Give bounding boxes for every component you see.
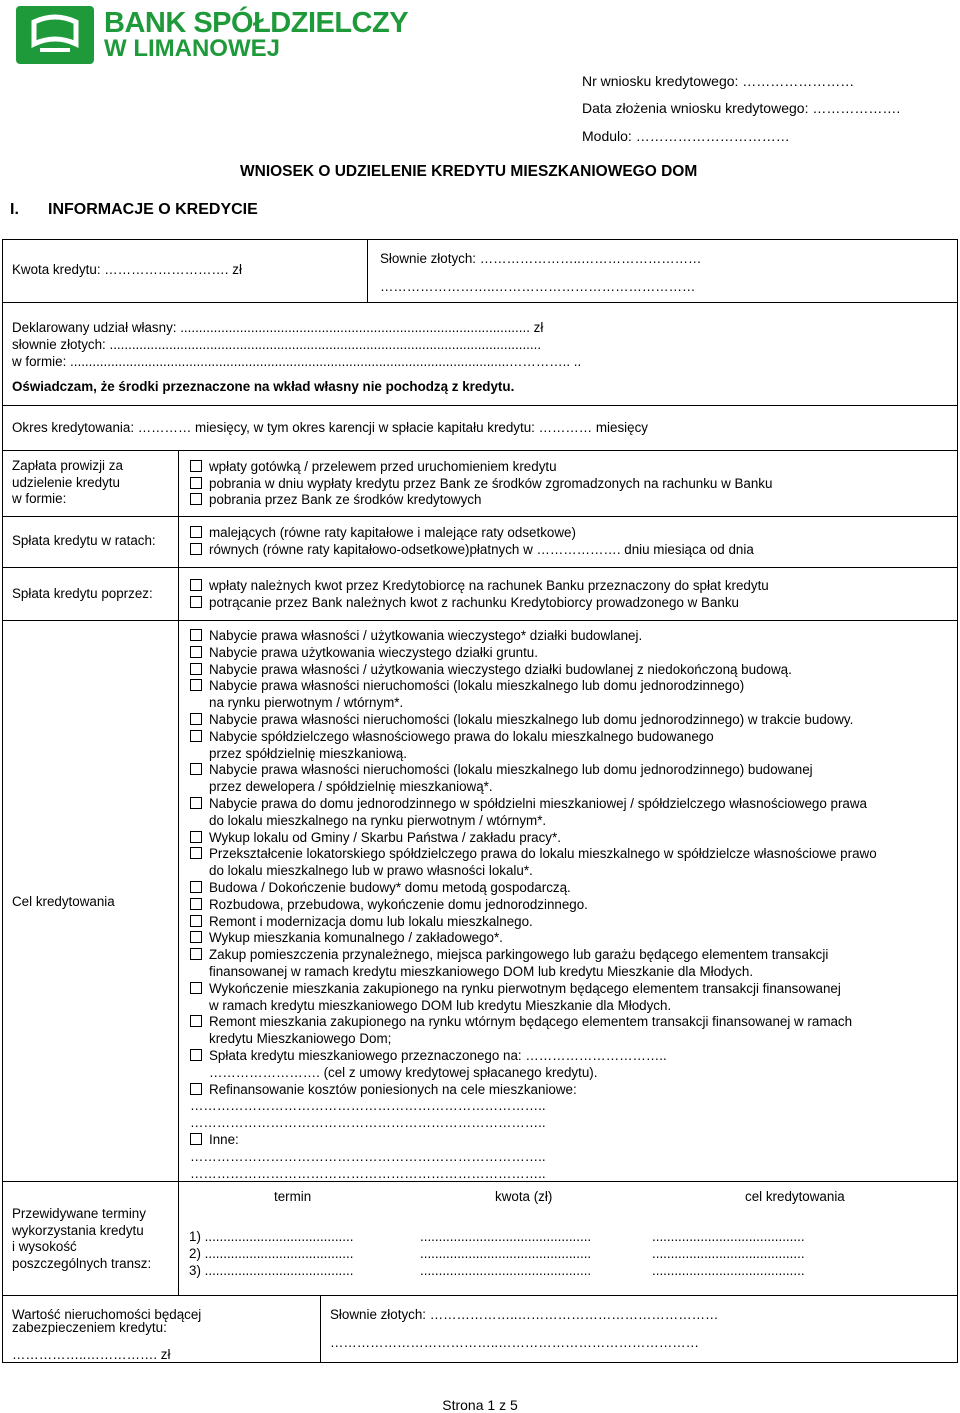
purpose-line[interactable] — [190, 762, 813, 779]
checkbox-icon[interactable] — [190, 1133, 202, 1145]
installment-option[interactable]: malejących (równe raty kapitałowe i malejące raty odsetkowe) — [190, 525, 576, 542]
purpose-text: Przekształcenie lokatorskiego spółdzielczego prawa do lokalu mieszkalnego w spółdzielcze własnościowe prawo — [209, 846, 877, 862]
collateral-label-1: Wartość nieruchomości będącej — [12, 1307, 202, 1322]
repayment-option[interactable]: potrącanie przez Bank należnych kwot z rachunku Kredytobiorcy prowadzonego w Banku — [190, 595, 739, 612]
purpose-text: Remont i modernizacja domu lub lokalu mieszkalnego. — [209, 913, 533, 929]
purpose-line[interactable] — [190, 897, 588, 914]
checkbox-icon[interactable] — [190, 679, 202, 691]
section-heading — [10, 201, 258, 219]
purpose-line — [209, 813, 546, 830]
logo-emblem-icon — [16, 6, 94, 64]
purpose-text: finansowanej w ramach kredytu mieszkaniowego DOM lub kredytu Mieszkanie dla Młodych. — [209, 964, 754, 979]
checkbox-icon[interactable] — [190, 477, 202, 489]
purpose-line[interactable] — [190, 662, 792, 679]
purpose-text: Wykup mieszkania komunalnego / zakładowego*. — [209, 930, 503, 946]
collateral-words-2[interactable]: ………………………………..……………………………………… — [330, 1335, 699, 1350]
checkbox-icon[interactable] — [190, 1049, 202, 1061]
page-number: Strona 1 z 5 — [442, 1397, 518, 1413]
checkbox-icon[interactable] — [190, 526, 202, 538]
checkbox-icon[interactable] — [190, 579, 202, 591]
checkbox-icon[interactable] — [190, 713, 202, 725]
tranche-purpose-field[interactable]: ......................................... — [652, 1245, 805, 1261]
purpose-text: ……………………. (cel z umowy kredytowej spłacanego kredytu). — [209, 1064, 598, 1080]
installments-label: Spłata kredytu w ratach: — [12, 533, 156, 548]
purpose-line[interactable] — [190, 1115, 546, 1132]
purpose-line[interactable] — [190, 628, 642, 645]
purpose-line[interactable] — [190, 712, 853, 729]
purpose-text: Inne: — [209, 1132, 239, 1147]
purpose-text: …………………………………………………………………….. — [190, 1165, 546, 1181]
commission-label-3: w formie: — [12, 491, 67, 506]
loan-amount-words-1[interactable]: Słownie złotych: …………………..……………………… — [380, 251, 702, 266]
document-title: WNIOSEK O UDZIELENIE KREDYTU MIESZKANIOWEGO DOM — [240, 163, 698, 180]
purpose-line — [209, 695, 403, 712]
checkbox-icon[interactable] — [190, 1015, 202, 1027]
tranche-amount-field[interactable]: .............................................. — [420, 1229, 592, 1244]
tranches-label-4: poszczególnych transz: — [12, 1256, 152, 1271]
purpose-text: Rozbudowa, przebudowa, wykończenie domu jednorodzinnego. — [209, 896, 588, 912]
purpose-text: …………………………………………………………………….. — [190, 1098, 546, 1114]
purpose-line[interactable] — [190, 796, 867, 813]
commission-label-2: udzielenie kredytu — [12, 475, 120, 490]
purpose-text: …………………………………………………………………….. — [190, 1148, 546, 1164]
purpose-line[interactable] — [190, 930, 503, 947]
checkbox-icon[interactable] — [190, 831, 202, 843]
tranche-amount-field[interactable]: .............................................. — [420, 1262, 592, 1278]
tranche-date-field[interactable]: 2) ........................................ — [189, 1245, 354, 1261]
loan-amount-field[interactable]: Kwota kredytu: ………………………. zł — [12, 262, 242, 277]
purpose-text: Spłata kredytu mieszkaniowego przeznaczonego na: ………………………….. — [209, 1048, 667, 1063]
purpose-line[interactable] — [190, 678, 744, 695]
checkbox-icon[interactable] — [190, 881, 202, 893]
purpose-text: Nabycie prawa własności / użytkowania wieczystego działki budowlanej z niedokończoną budową. — [209, 661, 792, 677]
tranche-header-purpose: cel kredytowania — [745, 1189, 845, 1204]
purpose-text: Budowa / Dokończenie budowy* domu metodą gospodarczą. — [209, 880, 571, 895]
purpose-text: Wykup lokalu od Gminy / Skarbu Państwa / zakładu pracy*. — [209, 829, 561, 845]
tranche-purpose-field[interactable]: ......................................... — [652, 1262, 805, 1278]
purpose-text: Zakup pomieszczenia przynależnego, miejsca parkingowego lub garażu będącego elementem transakcji — [209, 947, 829, 963]
own-contribution-statement: Oświadczam, że środki przeznaczone na wkład własny nie pochodzą z kredytu. — [12, 379, 515, 394]
repayment-method-label: Spłata kredytu poprzez: — [12, 586, 153, 601]
purpose-line[interactable] — [190, 1132, 239, 1149]
checkbox-icon[interactable] — [190, 1083, 202, 1095]
bank-logo — [16, 6, 409, 64]
checkbox-icon[interactable] — [190, 629, 202, 641]
purpose-line[interactable] — [190, 1149, 546, 1166]
collateral-label-2: zabezpieczeniem kredytu: — [12, 1320, 167, 1335]
purpose-text: Refinansowanie kosztów poniesionych na cele mieszkaniowe: — [209, 1081, 577, 1097]
purpose-text: Remont mieszkania zakupionego na rynku wtórnym będącego elementem transakcji finansowanej w ramach — [209, 1014, 853, 1030]
checkbox-icon[interactable] — [190, 663, 202, 675]
commission-option[interactable]: wpłaty gotówką / przelewem przed uruchomieniem kredytu — [190, 459, 557, 476]
collateral-words-1[interactable]: Słownie złotych: ………………..……………………………………… — [330, 1307, 719, 1322]
checkbox-icon[interactable] — [190, 730, 202, 742]
purpose-text: Nabycie prawa własności nieruchomości (lokalu mieszkalnego lub domu jednorodzinnego) w trakcie budowy. — [209, 712, 854, 727]
purpose-text: Wykończenie mieszkania zakupionego na rynku pierwotnym będącego elementem transakcji finansowanej — [209, 980, 841, 996]
purpose-text: w ramach kredytu mieszkaniowego DOM lub kredytu Mieszkanie dla Młodych. — [209, 997, 672, 1013]
loan-purpose-label: Cel kredytowania — [12, 894, 115, 909]
purpose-line — [209, 1031, 391, 1048]
purpose-text: przez dewelopera / spółdzielnię mieszkaniową*. — [209, 779, 493, 795]
checkbox-icon[interactable] — [190, 982, 202, 994]
commission-option[interactable]: pobrania w dniu wypłaty kredytu przez Bank ze środków zgromadzonych na rachunku w Banku — [190, 476, 772, 493]
purpose-text: do lokalu mieszkalnego na rynku pierwotnym / wtórnym*. — [209, 812, 547, 828]
purpose-text: do lokalu mieszkalnego lub w prawo własności lokalu*. — [209, 863, 533, 879]
purpose-line[interactable] — [190, 880, 571, 897]
purpose-line[interactable] — [190, 1082, 577, 1099]
application-number: Nr wniosku kredytowego: …………………… — [582, 73, 855, 89]
purpose-text: Nabycie prawa użytkowania wieczystego działki gruntu. — [209, 644, 538, 660]
checkbox-icon[interactable] — [190, 493, 202, 505]
purpose-text: kredytu Mieszkaniowego Dom; — [209, 1031, 392, 1047]
purpose-text: Nabycie spółdzielczego własnościowego prawa do lokalu mieszkalnego budowanego — [209, 728, 714, 744]
purpose-line[interactable] — [190, 846, 877, 863]
purpose-line[interactable] — [190, 947, 828, 964]
purpose-text: na rynku pierwotnym / wtórnym*. — [209, 695, 404, 711]
own-contribution-form[interactable]: w formie: ......................................................................................................................………….. .. — [12, 354, 582, 369]
commission-label-1: Zapłata prowizji za — [12, 458, 123, 473]
checkbox-icon[interactable] — [190, 543, 202, 555]
own-contribution-field[interactable]: Deklarowany udział własny: .............................................................................................. zł — [12, 320, 544, 335]
checkbox-icon[interactable] — [190, 915, 202, 927]
checkbox-icon[interactable] — [190, 646, 202, 658]
repayment-option[interactable]: wpłaty należnych kwot przez Kredytobiorcę na rachunek Banku przeznaczony do spłat kredytu — [190, 578, 769, 595]
purpose-text: Nabycie prawa własności nieruchomości (lokalu mieszkalnego lub domu jednorodzinnego) — [209, 678, 745, 694]
tranche-date-field[interactable]: 3) ........................................ — [189, 1262, 354, 1278]
purpose-text: Nabycie prawa do domu jednorodzinnego w spółdzielni mieszkaniowej / spółdzielczego własnościowego prawa — [209, 796, 867, 811]
checkbox-icon[interactable] — [190, 847, 202, 859]
purpose-line[interactable] — [190, 645, 538, 662]
purpose-text: Nabycie prawa własności / użytkowania wieczystego* działki budowlanej. — [209, 628, 643, 643]
purpose-line[interactable] — [190, 830, 561, 847]
tranche-date-field[interactable]: 1) ........................................ — [189, 1229, 354, 1244]
commission-option[interactable]: pobrania przez Bank ze środków kredytowych — [190, 492, 481, 509]
tranches-label-1: Przewidywane terminy — [12, 1206, 146, 1221]
logo-text-line1: BANK SPÓŁDZIELCZY — [104, 7, 409, 39]
checkbox-icon[interactable] — [190, 797, 202, 809]
loan-period-field[interactable]: Okres kredytowania: ………… miesięcy, w tym okres karencji w spłacie kapitału kredytu: ………… miesięcy — [12, 420, 648, 435]
purpose-line — [209, 964, 753, 981]
checkbox-icon[interactable] — [190, 763, 202, 775]
modulo: Modulo: …………………………… — [582, 128, 790, 144]
application-date: Data złożenia wniosku kredytowego: ………………. — [582, 100, 901, 116]
purpose-line[interactable] — [190, 981, 841, 998]
checkbox-icon[interactable] — [190, 948, 202, 960]
purpose-line[interactable] — [190, 1166, 546, 1183]
purpose-line[interactable] — [190, 1014, 852, 1031]
purpose-text: …………………………………………………………………….. — [190, 1115, 546, 1131]
tranche-purpose-field[interactable]: ......................................... — [652, 1229, 805, 1244]
purpose-text: Nabycie prawa własności nieruchomości (lokalu mieszkalnego lub domu jednorodzinnego) budowanej — [209, 762, 813, 778]
section-number: I. — [10, 201, 19, 218]
tranche-header-amount: kwota (zł) — [495, 1189, 553, 1204]
purpose-line[interactable] — [190, 729, 714, 746]
own-contribution-words[interactable]: słownie złotych: .................................................................................................................... — [12, 337, 542, 352]
purpose-text: przez spółdzielnię mieszkaniową. — [209, 745, 407, 761]
collateral-value-field[interactable]: ……………..……………. zł — [12, 1347, 171, 1362]
checkbox-icon[interactable] — [190, 898, 202, 910]
purpose-line[interactable] — [190, 1048, 667, 1065]
checkbox-icon[interactable] — [190, 931, 202, 943]
purpose-line — [209, 998, 671, 1015]
purpose-line[interactable] — [190, 1098, 546, 1115]
loan-amount-words-2[interactable]: ……………………..……………………………………… — [380, 279, 696, 294]
tranche-amount-field[interactable]: .............................................. — [420, 1245, 592, 1261]
tranche-header-date: termin — [274, 1189, 312, 1204]
purpose-line[interactable] — [190, 914, 533, 931]
checkbox-icon[interactable] — [190, 460, 202, 472]
checkbox-icon[interactable] — [190, 596, 202, 608]
section-label: INFORMACJE O KREDYCIE — [48, 201, 258, 218]
tranches-label-2: wykorzystania kredytu — [12, 1223, 144, 1238]
tranches-label-3: i wysokość — [12, 1239, 77, 1254]
purpose-line — [209, 863, 533, 880]
logo-text-line2: W LIMANOWEJ — [104, 35, 280, 62]
purpose-line — [209, 1065, 597, 1082]
installment-option[interactable]: równych (równe raty kapitałowo-odsetkowe)płatnych w ………………. dniu miesiąca od dnia — [190, 542, 754, 559]
purpose-line — [209, 746, 407, 763]
purpose-line — [209, 779, 493, 796]
